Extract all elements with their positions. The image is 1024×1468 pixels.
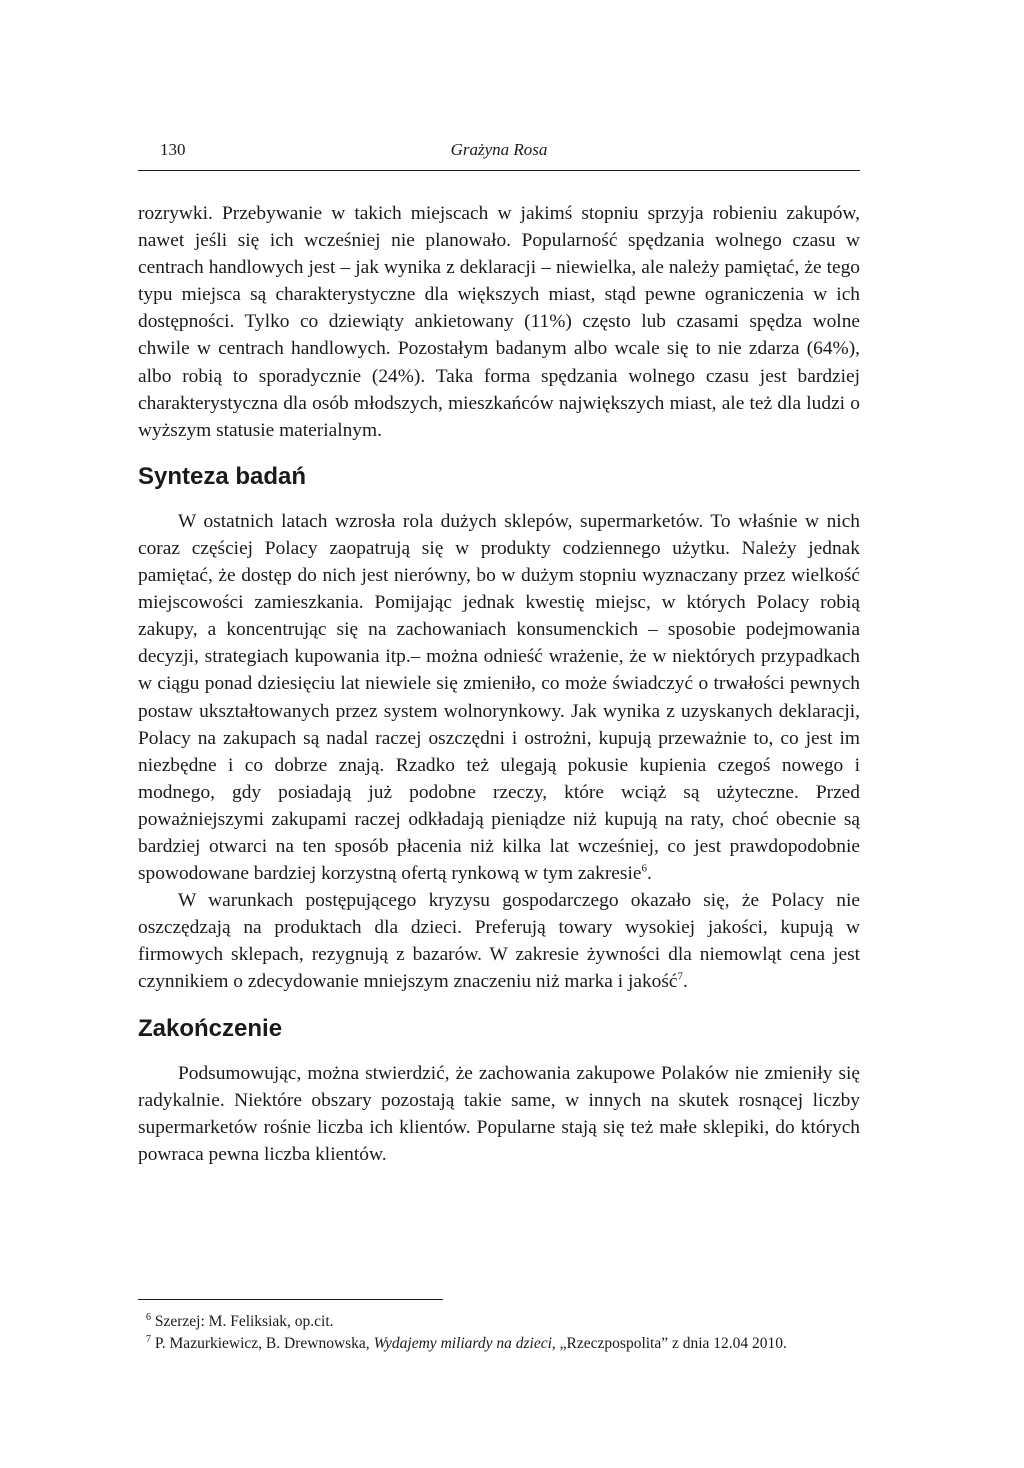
paragraph-text: W warunkach postępującego kryzysu gospodarczego okazało się, że Polacy nie oszczędzają na produktach dla dzieci. Preferują towary wysokiej jakości, kupują w firmowych sklepach, rezygnują z bazarów. W zakresie żywności dla niemowląt cena jest czynnikiem o zdecydowanie mniejszym znaczeniu niż marka i jakość (138, 890, 860, 993)
footnote-article-title: Wydajemy miliardy na dzieci (373, 1335, 552, 1352)
footnote-text: Szerzej: M. Feliksiak, op.cit. (154, 1313, 334, 1330)
page-header (138, 140, 860, 166)
footnote-6 (146, 1311, 860, 1333)
section-heading-zakonczenie: Zakończenie (138, 1014, 283, 1042)
footnote-number: 6 (146, 1311, 151, 1323)
footnotes (146, 1311, 860, 1355)
paragraph-zakonczenie: Podsumowując, można stwierdzić, że zachowania zakupowe Polaków nie zmieniły się radykalnie. Niektóre obszary pozostają takie same, w innych na skutek rosnącej liczby supermarketów rośnie liczba ich klientów. Popularne stają się też małe sklepiki, do których powraca pewna liczba klientów. (138, 1062, 860, 1165)
section-heading-synteza: Synteza badań (138, 462, 307, 490)
footnote-7 (146, 1333, 860, 1355)
footnote-ref-6[interactable]: 6 (641, 862, 647, 875)
paragraph-end: . (683, 971, 688, 993)
page-number: 130 (160, 140, 186, 159)
paragraph-synteza-1 (138, 508, 860, 887)
body-text (138, 200, 860, 1168)
footnote-source: , „Rzeczpospolita” z dnia 12.04 2010. (551, 1335, 787, 1352)
paragraph-continuation: rozrywki. Przebywanie w takich miejscach w jakimś stopniu sprzyja robieniu zakupów, nawet jeśli się ich wcześniej nie planowało. Popularność spędzania wolnego czasu w centrach handlowych jest – jak wynika z deklaracji – niewielka, ale należy pamiętać, że tego typu miejsca są charakterystyczne dla większych miast, stąd pewne ograniczenia w ich dostępności. Tylko co dziewiąty ankietowany (11%) często lub czasami spędza wolne chwile w centrach handlowych. Pozostałym badanym albo wcale się to nie zdarza (64%), albo robią to sporadycznie (24%). Taka forma spędzania wolnego czasu jest bardziej charakterystyczna dla osób młodszych, mieszkańców największych miast, ale też dla ludzi o wyższym statusie materialnym. (138, 203, 860, 441)
paragraph-text: W ostatnich latach wzrosła rola dużych sklepów, supermarketów. To właśnie w nich coraz częściej Polacy zaopatrują się w produkty codziennego użytku. Należy jednak pamiętać, że dostęp do nich jest nierówny, bo w dużym stopniu wyznaczany przez wielkość miejscowości zamieszkania. Pomijając jednak kwestię miejsc, w których Polacy robią zakupy, a koncentrując się na zachowaniach konsumenckich – sposobie podejmowania decyzji, strategiach kupowania itp.– można odnieść wrażenie, że w niektórych przypadkach w ciągu ponad dziesięciu lat niewiele się zmieniło, co może świadczyć o trwałości pewnych postaw ukształtowanych przez system wolnorynkowy. Jak wynika z uzyskanych deklaracji, Polacy na zakupach są nadal raczej oszczędni i ostrożni, kupują przeważnie to, co jest im niezbędne i co dobrze znają. Rzadko też ulegają pokusie kupienia czegoś nowego i modnego, gdy posiadają już podobne rzeczy, które wciąż są użyteczne. Przed poważniejszymi zakupami raczej odkładają pieniądze niż kupują na raty, choć obecnie są bardziej otwarci na ten sposób płacenia niż kilka lat wcześniej, co jest prawdopodobnie spowodowane bardziej korzystną ofertą rynkową w tym zakresie (138, 510, 860, 885)
footnote-rule (138, 1299, 443, 1300)
footnote-text-authors: P. Mazurkiewicz, B. Drewnowska, (154, 1335, 374, 1352)
footnote-ref-7[interactable]: 7 (677, 970, 683, 983)
paragraph-synteza-2 (138, 887, 860, 995)
paragraph-end: . (646, 863, 652, 885)
header-rule (138, 170, 860, 171)
footnote-number: 7 (146, 1333, 151, 1345)
running-head-author: Grażyna Rosa (450, 140, 548, 159)
